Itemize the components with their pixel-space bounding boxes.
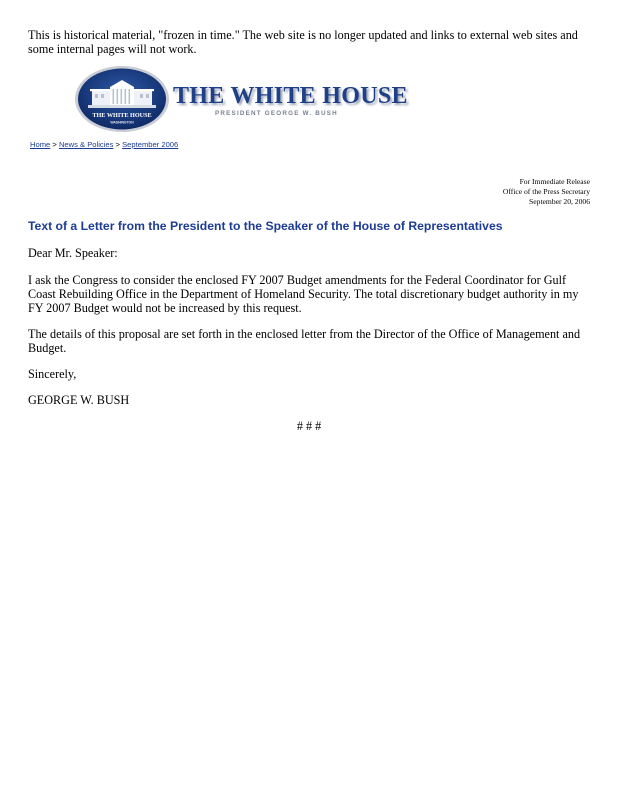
breadcrumb-home-link[interactable]: Home [30,140,51,149]
release-date: September 20, 2006 [529,197,590,206]
page [28,28,590,433]
site-banner[interactable] [28,65,590,137]
release-line-office: Office of the Press Secretary [502,187,590,196]
seal-subtext: WASHINGTON [110,120,134,125]
breadcrumb-september-2006-link[interactable]: September 2006 [122,140,179,149]
salutation: Dear Mr. Speaker: [28,246,118,260]
breadcrumb-news-policies-link[interactable]: News & Policies [58,140,114,149]
end-marks: # # # [296,419,322,433]
paragraph-1: I ask the Congress to consider the enclosed FY 2007 Budget amendments for the Federal Coordinator for Gulf Coast Rebuilding Office in the Department of Homeland Security. The total discretionary budget authority in my FY 2007 Budget would not be increased by this request. [28,273,579,315]
site-title: THE WHITE HOUSE [173,83,408,109]
breadcrumb-separator: > [115,140,120,149]
paragraph-2: The details of this proposal are set forth in the enclosed letter from the Director of the Office of Management and Budget. [28,327,581,355]
site-subtitle: PRESIDENT GEORGE W. BUSH [215,110,338,117]
closing: Sincerely, [28,367,77,381]
article-headline: Text of a Letter from the President to the Speaker of the House of Representatives [28,219,503,233]
release-line-immediate: For Immediate Release [519,177,590,186]
release-info [28,177,590,207]
breadcrumb-separator: > [52,140,57,149]
article-body [28,246,590,407]
breadcrumb [30,140,590,150]
archive-notice: This is historical material, "frozen in time." The web site is no longer updated and links to external web sites and some internal pages will not work. [28,28,578,56]
seal-text: THE WHITE HOUSE [92,112,152,119]
signature: GEORGE W. BUSH [28,393,130,407]
white-house-seal-icon[interactable] [74,65,170,133]
